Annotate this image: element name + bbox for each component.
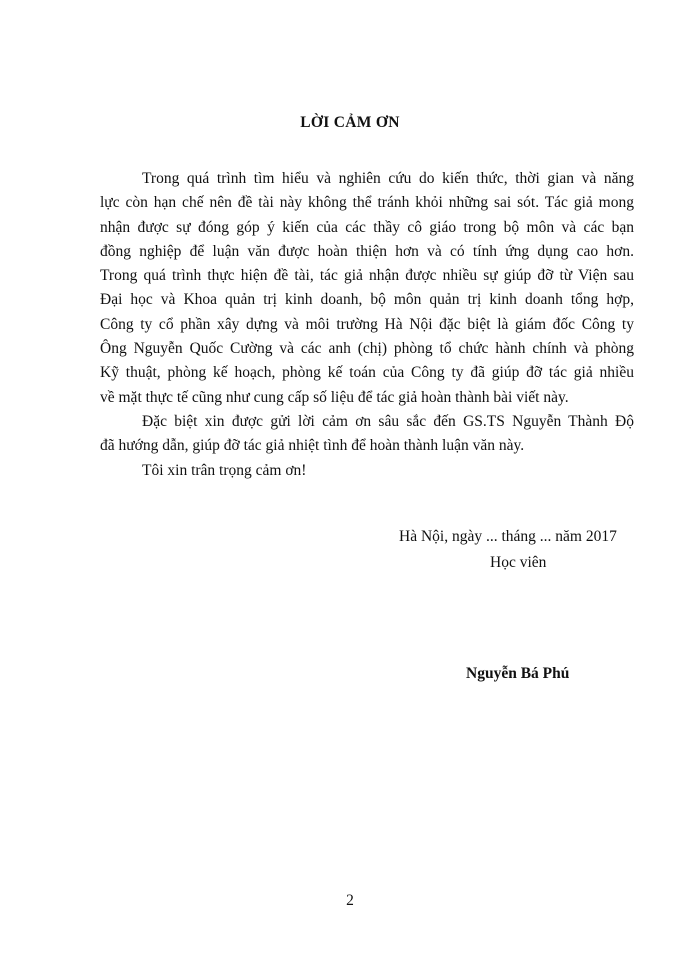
paragraph-line: Công ty cổ phần xây dựng và môi trường Hà Nội đặc biệt là giám đốc Công ty: [100, 315, 634, 333]
paragraph-line: đã hướng dẫn, giúp đỡ tác giả nhiệt tình để hoàn thành luận văn này.: [100, 437, 525, 455]
page-title: LỜI CẢM ƠN: [300, 114, 400, 131]
paragraph-line: Đại học và Khoa quản trị kinh doanh, bộ môn quản trị kinh doanh tổng hợp,: [100, 291, 634, 309]
paragraph-line: đồng nghiệp để luận văn được hoàn thiện hơn và có tính ứng dụng cao hơn.: [100, 242, 634, 260]
paragraph-line: lực còn hạn chế nên đề tài này không thể tránh khỏi những sai sót. Tác giả mong: [100, 194, 634, 212]
signature-role: Học viên: [490, 554, 547, 571]
paragraph-line: Kỹ thuật, phòng kế hoạch, phòng kế toán của Công ty đã giúp đỡ tác giả nhiều: [100, 364, 634, 382]
paragraph-line: Đặc biệt xin được gửi lời cảm ơn sâu sắc đến GS.TS Nguyễn Thành Độ: [142, 412, 634, 430]
paragraph-line: Trong quá trình thực hiện đề tài, tác giả nhận được nhiều sự giúp đỡ từ Viện sau: [100, 267, 634, 285]
paragraph-line: về mặt thực tế cũng như cung cấp số liệu để tác giả hoàn thành bài viết này.: [100, 388, 569, 406]
acknowledgement-body: [100, 167, 634, 483]
signature-name: Nguyễn Bá Phú: [466, 665, 570, 682]
paragraph-line: nhận được sự đóng góp ý kiến của các thầy cô giáo trong bộ môn và các bạn: [100, 218, 634, 236]
signature-date: Hà Nội, ngày ... tháng ... năm 2017: [399, 528, 617, 545]
page-number: 2: [346, 892, 354, 909]
paragraph-line: Ông Nguyễn Quốc Cường và các anh (chị) phòng tổ chức hành chính và phòng: [100, 340, 634, 358]
closing-line: Tôi xin trân trọng cảm ơn!: [142, 461, 307, 479]
paragraph-line: Trong quá trình tìm hiểu và nghiên cứu do kiến thức, thời gian và năng: [142, 170, 634, 187]
